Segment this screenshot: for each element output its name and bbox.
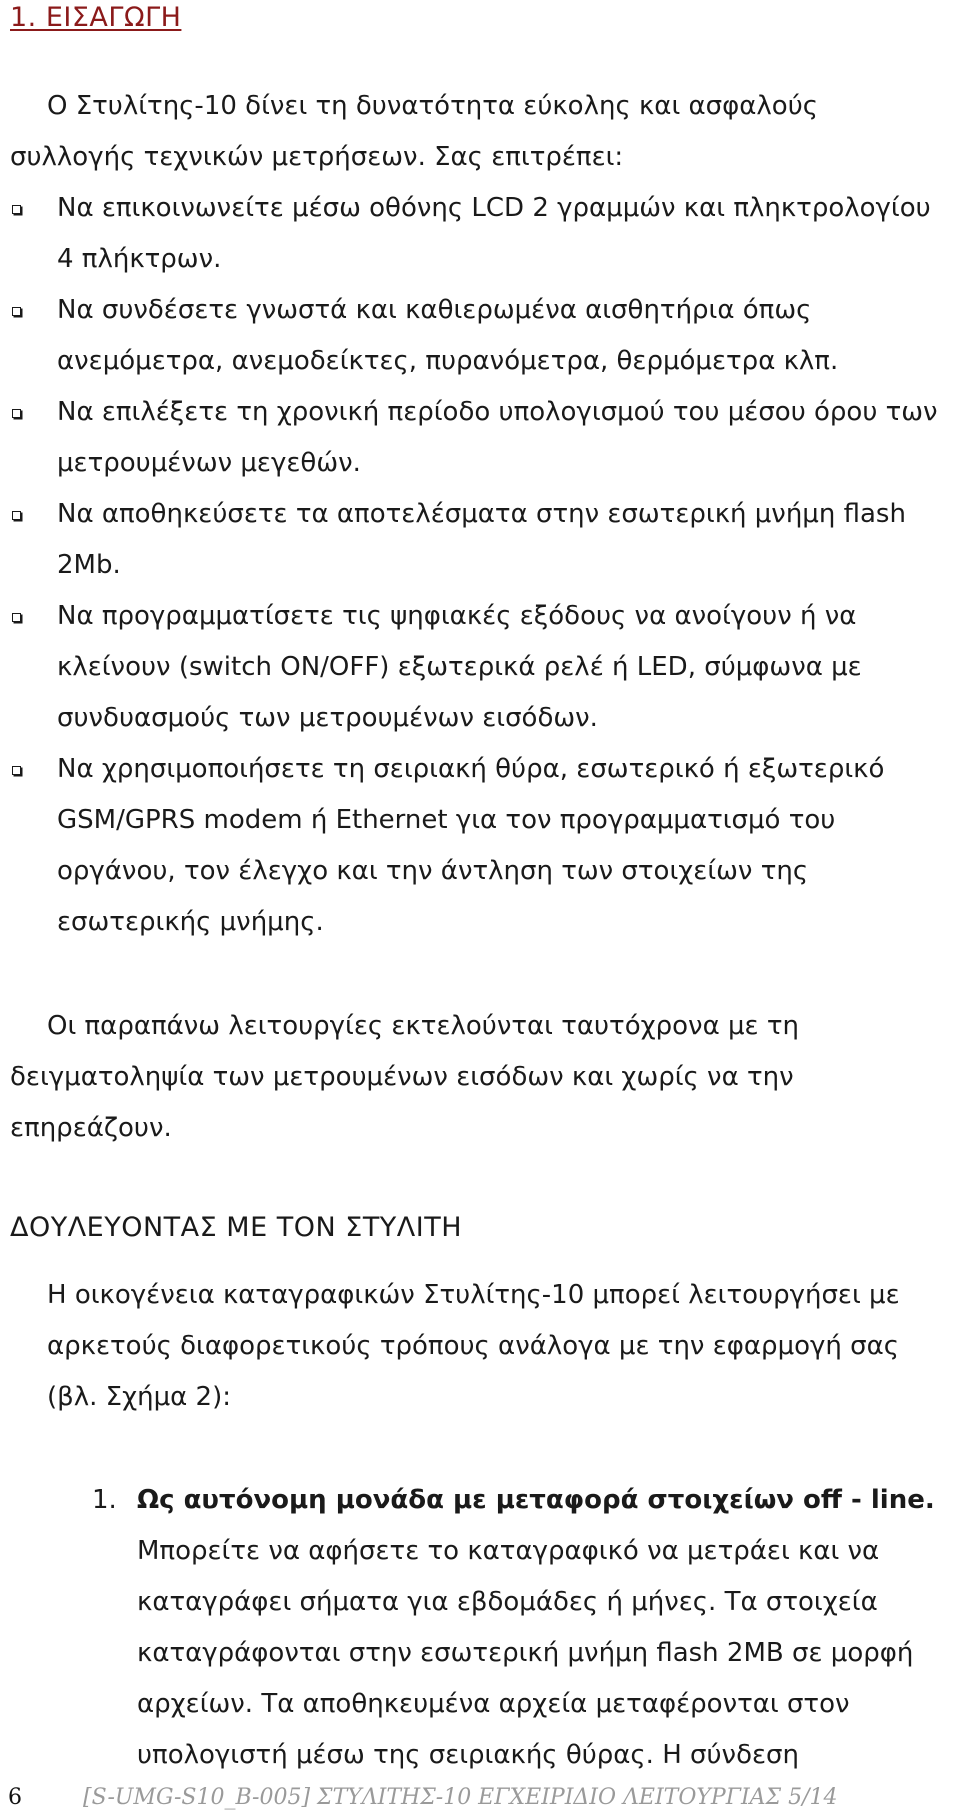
- section-heading-working: ΔΟΥΛΕΥΟΝΤΑΣ ΜΕ ΤΟΝ ΣΤΥΛΙΤΗ: [10, 1212, 463, 1243]
- checkbox-bullet-icon: [12, 613, 21, 622]
- feature-item: [10, 183, 955, 285]
- closing-text: Οι παραπάνω λειτουργίες εκτελούνται ταυτόχρονα με τη δειγματοληψία των μετρουμένων εισόδων και χωρίς να την επηρεάζουν.: [10, 1011, 799, 1143]
- item-number: 1.: [92, 1485, 117, 1515]
- intro-text: Ο Στυλίτης-10 δίνει τη δυνατότητα εύκολης και ασφαλούς συλλογής τεχνικών μετρήσεων. Σας επιτρέπει:: [10, 91, 819, 172]
- item-text: Μπορείτε να αφήσετε το καταγραφικό να μετράει και να καταγράφει σήματα για εβδομάδες ή μήνες. Τα στοιχεία καταγράφονται στην εσωτερική μνήμη flash 2MB σε μορφή αρχείων. Τα αποθηκευμένα αρχεία μεταφέρονται στον υπολογιστή μέσω της σειριακής θύρας. Η σύνδεση: [137, 1536, 914, 1770]
- feature-item: [10, 744, 955, 948]
- document-reference: [S-UMG-S10_B-005] ΣΤΥΛΙΤΗΣ-10 ΕΓΧΕΙΡΙΔΙΟ ΛΕΙΤΟΥΡΓΙΑΣ 5/14: [83, 1785, 838, 1810]
- item-title: Ως αυτόνομη μονάδα με μεταφορά στοιχείων off - line.: [137, 1485, 935, 1515]
- feature-text: Να συνδέσετε γνωστά και καθιερωμένα αισθητήρια όπως ανεμόμετρα, ανεμοδείκτες, πυρανόμετρα, θερμόμετρα κλπ.: [57, 295, 839, 376]
- page-footer: [8, 1782, 958, 1814]
- modes-list: [92, 1475, 957, 1781]
- feature-item: [10, 591, 955, 744]
- mode-item: [92, 1475, 957, 1781]
- feature-item: [10, 387, 955, 489]
- feature-text: Να επικοινωνείτε μέσω οθόνης LCD 2 γραμμών και πληκτρολογίου 4 πλήκτρων.: [57, 193, 931, 274]
- checkbox-bullet-icon: [12, 307, 21, 316]
- checkbox-bullet-icon: [12, 409, 21, 418]
- feature-text: Να επιλέξετε τη χρονική περίοδο υπολογισμού του μέσου όρου των μετρουμένων μεγεθών.: [57, 397, 938, 478]
- feature-text: Να χρησιμοποιήσετε τη σειριακή θύρα, εσωτερικό ή εξωτερικό GSM/GPRS modem ή Ethernet για τον προγραμματισμό του οργάνου, τον έλεγχο και την άντληση των στοιχείων της εσωτερικής μνήμης.: [57, 754, 885, 937]
- checkbox-bullet-icon: [12, 205, 21, 214]
- feature-item: [10, 489, 955, 591]
- checkbox-bullet-icon: [12, 766, 21, 775]
- page-number: 6: [8, 1785, 22, 1810]
- feature-list: [10, 183, 955, 948]
- working-intro-paragraph: Η οικογένεια καταγραφικών Στυλίτης-10 μπορεί λειτουργήσει με αρκετούς διαφορετικούς τρόπους ανάλογα με την εφαρμογή σας (βλ. Σχήμα 2):: [47, 1280, 900, 1412]
- section-heading-introduction: 1. ΕΙΣΑΓΩΓΗ: [10, 2, 182, 33]
- closing-paragraph: [10, 1001, 950, 1154]
- feature-item: [10, 285, 955, 387]
- feature-text: Να αποθηκεύσετε τα αποτελέσματα στην εσωτερική μνήμη flash 2Mb.: [57, 499, 906, 580]
- intro-paragraph: [10, 81, 950, 183]
- feature-text: Να προγραμματίσετε τις ψηφιακές εξόδους να ανοίγουν ή να κλείνουν (switch ON/OFF) εξωτερικά ρελέ ή LED, σύμφωνα με συνδυασμούς των μετρουμένων εισόδων.: [57, 601, 862, 733]
- checkbox-bullet-icon: [12, 511, 21, 520]
